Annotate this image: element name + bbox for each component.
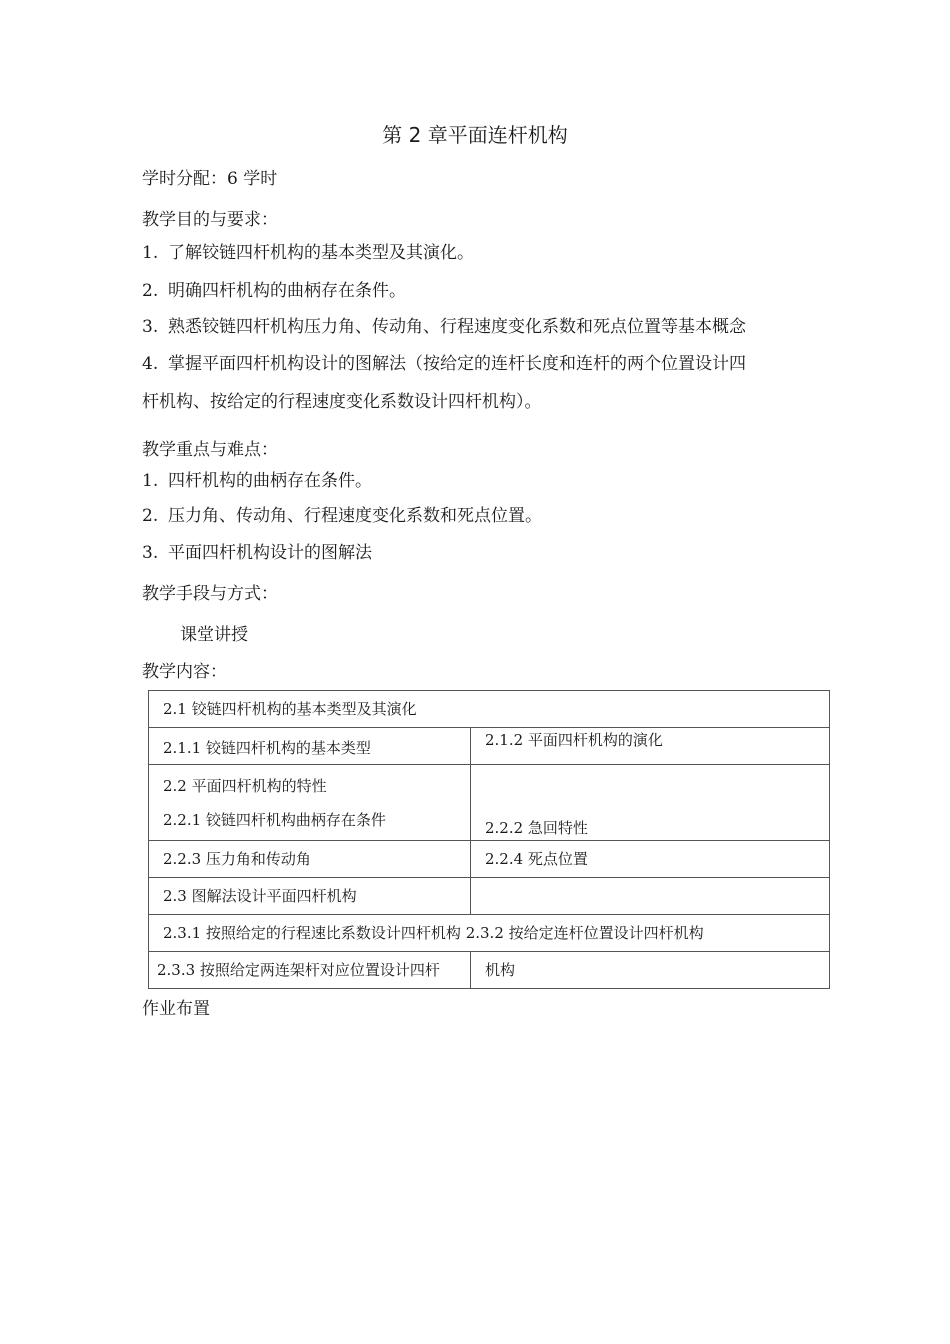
item-number: 1.: [142, 243, 159, 263]
table-row: [149, 728, 830, 765]
key-points-heading: 教学重点与难点：: [142, 440, 278, 460]
objective-continuation: 杆机构、按给定的行程速度变化系数设计四杆机构）。: [142, 392, 542, 412]
item-text: 掌握平面四杆机构设计的图解法（按给定的连杆长度和连杆的两个位置设计四: [168, 354, 746, 374]
key-point-item: [142, 504, 542, 528]
item-number: 4.: [142, 354, 159, 374]
table-cell: 2.3 图解法设计平面四杆机构: [149, 878, 471, 915]
content-table: [148, 690, 830, 989]
item-text: 熟悉铰链四杆机构压力角、传动角、行程速度变化系数和死点位置等基本概念: [168, 317, 746, 337]
item-text: 平面四杆机构设计的图解法: [168, 543, 372, 563]
methods-value: 课堂讲授: [180, 625, 248, 645]
objective-item: [142, 352, 746, 376]
table-cell: 2.3.1 按照给定的行程速比系数设计四杆机构 2.3.2 按给定连杆位置设计四杆机构: [149, 915, 830, 952]
table-cell: 机构: [471, 952, 830, 989]
item-number: 3.: [142, 543, 159, 563]
item-number: 2.: [142, 281, 159, 301]
table-cell: 2.1.1 铰链四杆机构的基本类型: [149, 728, 471, 765]
table-cell: 2.1.2 平面四杆机构的演化: [471, 728, 830, 765]
item-text: 明确四杆机构的曲柄存在条件。: [168, 281, 406, 301]
table-cell: [471, 878, 830, 915]
table-row: [149, 915, 830, 952]
table-row: [149, 841, 830, 878]
table-cell: [149, 765, 471, 841]
table-row: [149, 952, 830, 989]
content-heading: 教学内容：: [142, 662, 227, 682]
table-cell: 2.2.4 死点位置: [471, 841, 830, 878]
hours-allocation: 学时分配：6 学时: [142, 169, 278, 189]
table-cell: 2.1 铰链四杆机构的基本类型及其演化: [149, 691, 830, 728]
objectives-heading: 教学目的与要求：: [142, 210, 278, 230]
homework-heading: 作业布置: [142, 999, 210, 1019]
table-cell: 2.3.3 按照给定两连架杆对应位置设计四杆: [149, 952, 471, 989]
item-text: 压力角、传动角、行程速度变化系数和死点位置。: [168, 506, 542, 526]
key-point-item: [142, 541, 372, 565]
table-cell: 2.2.3 压力角和传动角: [149, 841, 471, 878]
objective-item: [142, 241, 474, 265]
item-number: 1.: [142, 471, 159, 491]
chapter-title: 第 2 章平面连杆机构: [382, 123, 568, 147]
item-number: 3.: [142, 317, 159, 337]
item-text: 四杆机构的曲柄存在条件。: [168, 471, 372, 491]
methods-heading: 教学手段与方式：: [142, 584, 278, 604]
table-row: [149, 691, 830, 728]
section-2-2-title: 2.2 平面四杆机构的特性: [163, 776, 327, 795]
objective-item: [142, 279, 406, 303]
table-row: [149, 878, 830, 915]
section-2-2-1-title: 2.2.1 铰链四杆机构曲柄存在条件: [163, 810, 386, 829]
table-row: [149, 765, 830, 841]
item-text: 了解铰链四杆机构的基本类型及其演化。: [168, 243, 474, 263]
table-cell: 2.2.2 急回特性: [471, 765, 830, 841]
objective-item: [142, 315, 746, 339]
key-point-item: [142, 469, 372, 493]
item-number: 2.: [142, 506, 159, 526]
